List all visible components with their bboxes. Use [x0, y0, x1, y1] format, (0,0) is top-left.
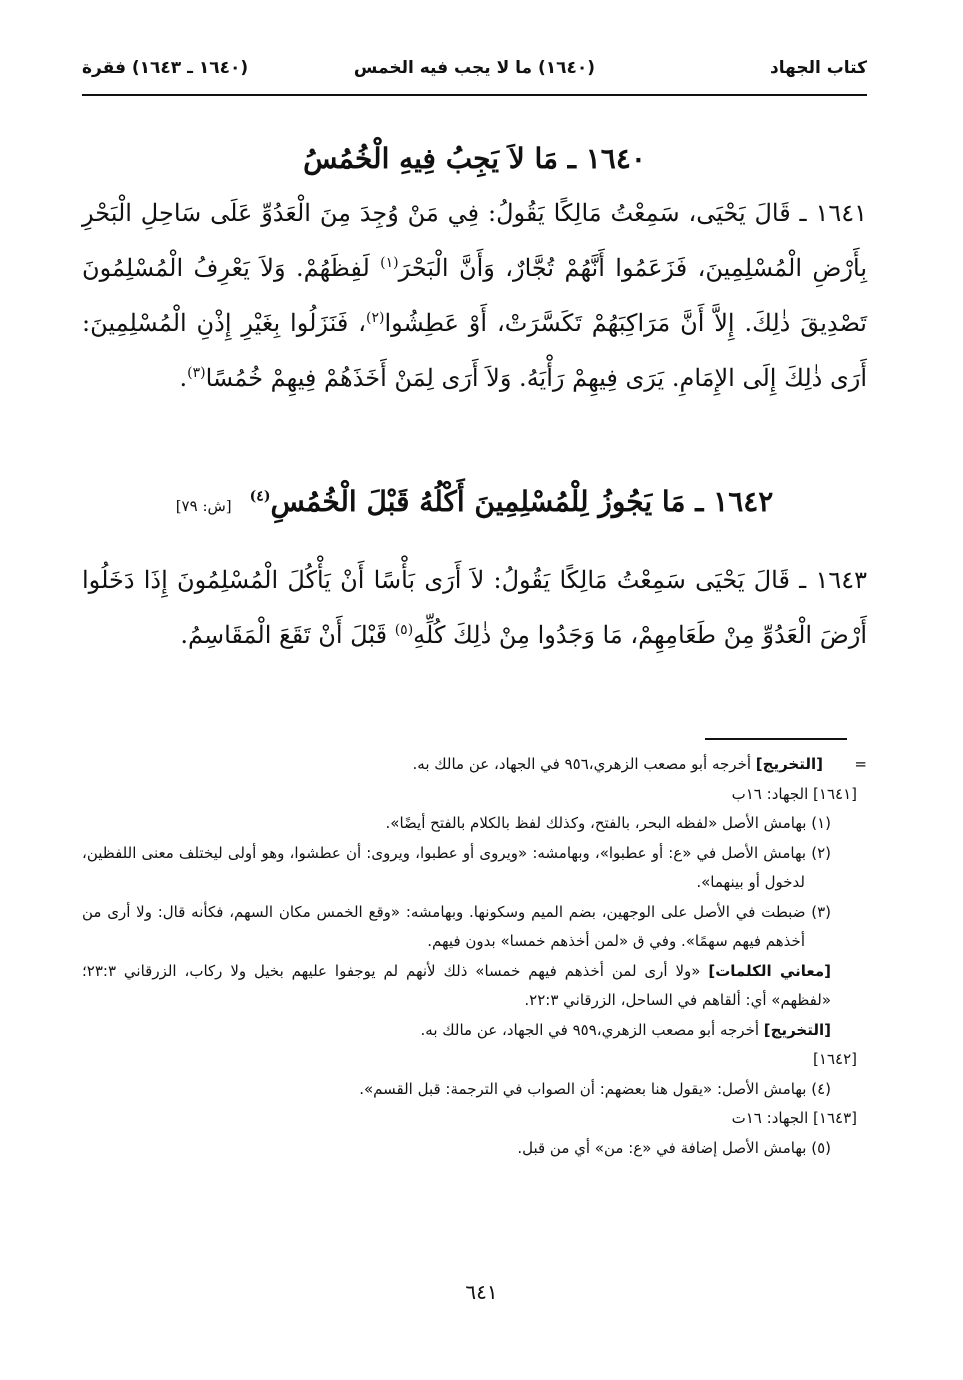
paragraph-1641	[82, 186, 867, 406]
takhrij-text: أخرجه أبو مصعب الزهري،٩٥٦ في الجهاد، عن مالك به.	[412, 755, 756, 773]
paragraph-1643	[82, 553, 867, 663]
paragraph-1643-part1: ١٦٤٣ ـ قَالَ يَحْيَى سَمِعْتُ مَالِكًا يَقُولُ: لاَ أَرَى بَأْسًا أَنْ يَأْكُلَ الْمُسْلِمُونَ إِذَا دَخَلُوا أَرْضَ الْعَدُوِّ مِنْ طَعَامِهِمْ، مَا وَجَدُوا مِنْ ذٰلِكَ كُلِّهِ	[82, 566, 867, 649]
footnote-3: (٣) ضبطت في الأصل على الوجهين، بضم الميم وسكونها. وبهامشه: «وقع الخمس مكان السهم، فكأنه قال: ولا أرى من أخذهم فيهم سهمًا». وفي ق «لمن أخذهم خمسا» بدون فيهم.	[82, 902, 831, 950]
footnote-ref-1: (١)	[380, 255, 399, 271]
footnote-ref-2: (٢)	[365, 310, 385, 326]
word-meanings-text: «ولا أرى لمن أخذهم فيهم خمسا» ذلك لأنهم لم يوجفوا عليهم بخيل ولا ركاب، الزرقاني ٢٣:٣؛ «لفظهم» أي: ألقاهم في الساحل، الزرقاني ٢٢:٣.	[82, 961, 831, 1009]
takhrij-label: [التخريج]	[763, 1020, 831, 1039]
takhrij-1641	[82, 1016, 867, 1046]
paragraph-1641-part4: .	[179, 364, 188, 392]
running-header	[82, 50, 867, 96]
heading-1642-text: ١٦٤٢ ـ مَا يَجُوزُ لِلْمُسْلِمِينَ أَكْلُهُ قَبْلَ الْخُمُسِ	[270, 485, 774, 518]
header-paragraph-range: (١٦٤٠ ـ ١٦٤٣) فقرة	[82, 58, 249, 78]
footnote-ref-3: (٣)	[187, 365, 206, 381]
takhrij-1640	[82, 750, 867, 780]
footnote-ref-4: (٤)	[249, 488, 271, 505]
paragraph-1641-part3: ، فَنَزَلُوا بِغَيْرِ إِذْنِ الْمُسْلِمِينَ: أَرَى ذٰلِكَ إِلَى الإِمَامِ. يَرَى فِيهِمْ رَأْيَهُ. وَلاَ أَرَى لِمَنْ أَخَذَهُمْ فِيهِمْ خُمُسًا	[82, 309, 867, 392]
takhrij-label: [التخريج]	[755, 755, 823, 773]
word-meanings	[82, 957, 867, 1016]
reference-1643: [١٦٤٣] الجهاد: ١٦ت	[731, 1109, 857, 1127]
footnote-4: (٤) بهامش الأصل: «يقول هنا بعضهم: أن الصواب في الترجمة: قبل القسم».	[359, 1079, 831, 1098]
chapter-heading-1640	[82, 142, 867, 175]
footnote-ref-5: (٥)	[394, 622, 414, 638]
footnotes-area	[82, 750, 867, 1163]
paragraph-1641-part1: ١٦٤١ ـ قَالَ يَحْيَى، سَمِعْتُ مَالِكًا يَقُولُ: فِي مَنْ وُجِدَ مِنَ الْعَدُوِّ عَلَى سَاحِلِ الْبَحْرِ بِأَرْضِ الْمُسْلِمِينَ، فَزَعَمُوا أَنَّهُمْ تُجَّارٌ، وَأَنَّ الْبَحْرَ	[82, 199, 867, 282]
reference-1641: [١٦٤١] الجهاد: ١٦ب	[731, 784, 857, 803]
continuation-mark: =	[854, 755, 867, 773]
footnote-5: (٥) بهامش الأصل إضافة في «ع: من» أي من قبل.	[517, 1138, 831, 1157]
paragraph-1643-part2: قَبْلَ أَنْ تَقَعَ الْمَقَاسِمُ.	[180, 621, 395, 649]
takhrij-text: أخرجه أبو مصعب الزهري،٩٥٩ في الجهاد، عن مالك به.	[420, 1020, 764, 1039]
paragraph-1641-part2: لَفِظَهُمْ. وَلاَ يَعْرِفُ الْمُسْلِمُونَ تَصْدِيقَ ذٰلِكَ. إِلاَّ أَنَّ مَرَاكِبَهُمْ تَكَسَّرَتْ، أَوْ عَطِشُوا	[82, 254, 867, 337]
chapter-heading-1642	[82, 485, 867, 518]
header-book-title: كتاب الجهاد	[769, 58, 867, 78]
reference-1642: [١٦٤٢]	[813, 1050, 857, 1068]
footnote-1: (١) بهامش الأصل «لفظه البحر، بالفتح، وكذلك لفظ بالكلام بالفتح أيضًا».	[385, 814, 831, 832]
heading-1640-text: ١٦٤٠ ـ مَا لاَ يَجِبُ فِيهِ الْخُمُسُ	[303, 142, 646, 175]
manuscript-page-marker: [ش: ٧٩]	[175, 497, 232, 515]
footnote-2: (٢) بهامش الأصل في «ع: أو عطبوا»، وبهامشه: «ويروى أو عطبوا، ويروى: أن عطشوا، وهو أولى ليختلف معنى اللفظين، لدخول أو بينهما».	[82, 843, 831, 891]
word-meanings-label: [معاني الكلمات]	[708, 961, 832, 980]
footnote-separator	[705, 738, 847, 740]
page-number: ٦٤١	[465, 1280, 498, 1304]
header-chapter-title: (١٦٤٠) ما لا يجب فيه الخمس	[353, 58, 596, 78]
